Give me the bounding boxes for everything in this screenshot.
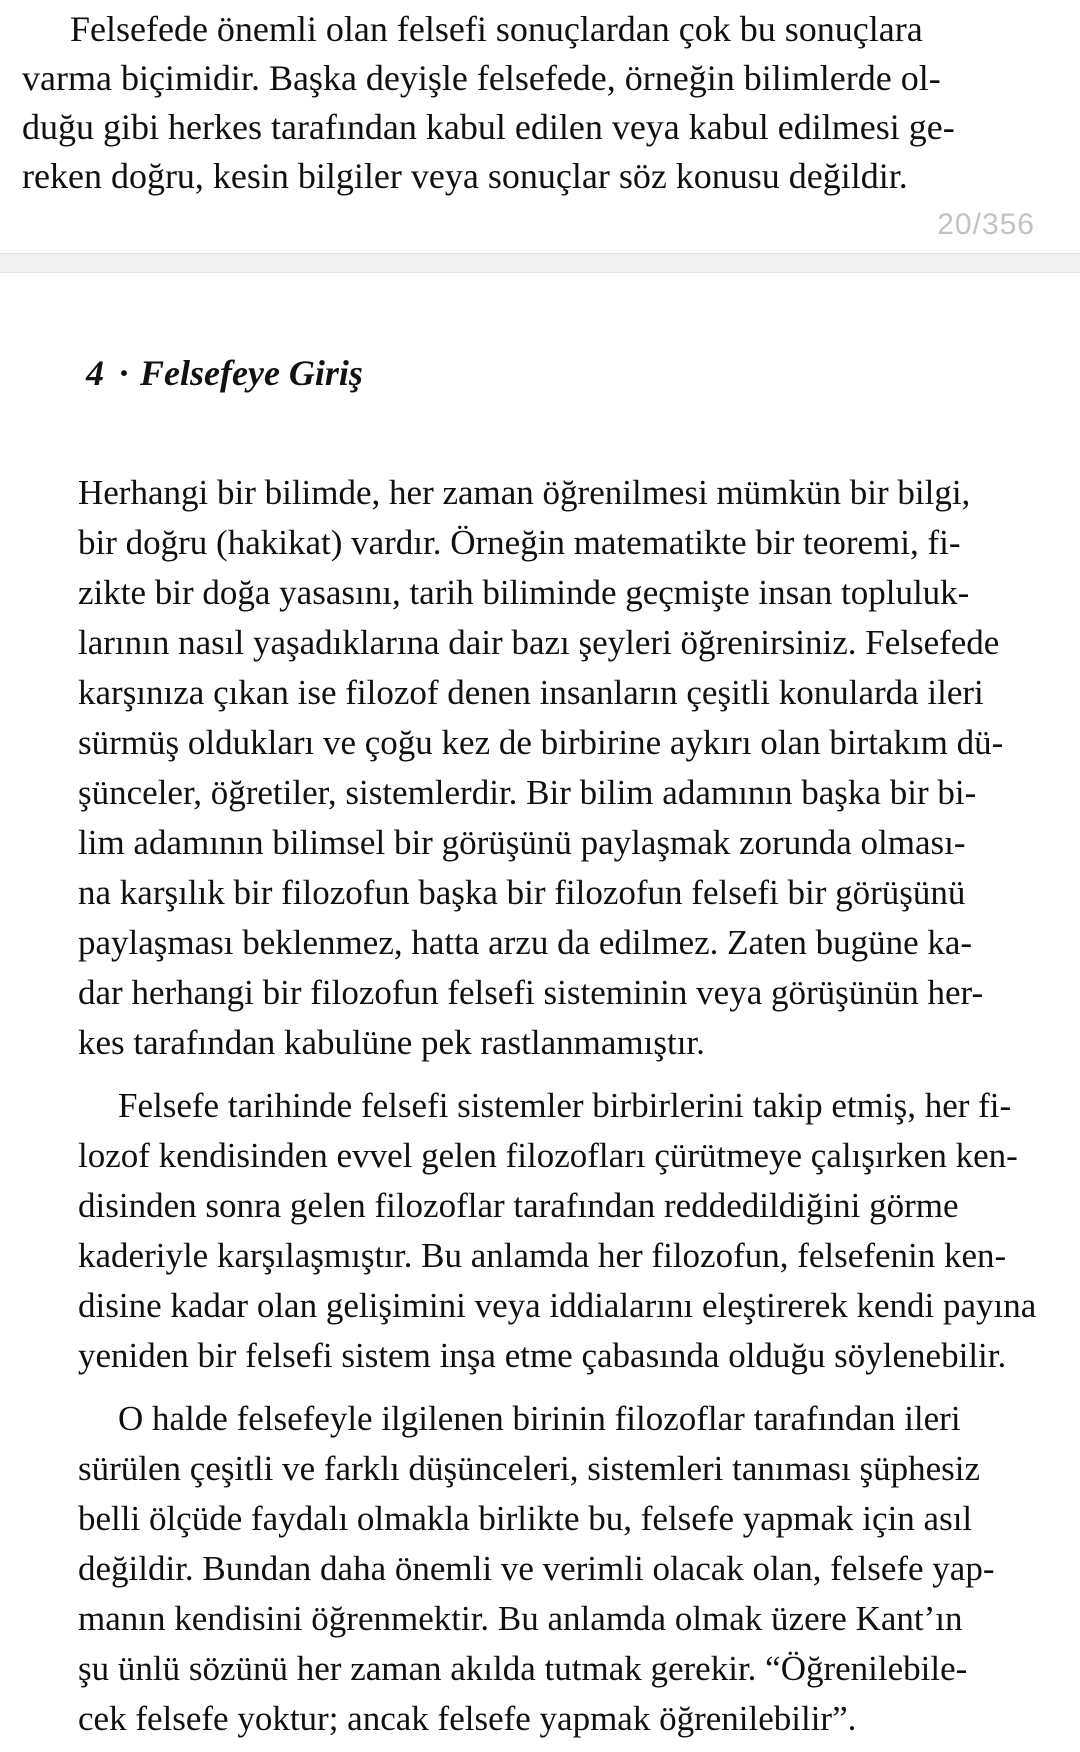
text-line: yeniden bir felsefi sistem inşa etme çabasında olduğu söylenebilir.	[78, 1336, 1007, 1375]
text-line: disine kadar olan gelişimini veya iddialarını eleştirerek kendi payına	[78, 1286, 1037, 1325]
text-line: sürmüş oldukları ve çoğu kez de birbirine aykırı olan birtakım dü-	[78, 723, 1004, 762]
header-separator-dot: ·	[118, 353, 131, 393]
text-line: disinden sonra gelen filozoflar tarafından reddedildiğini görme	[78, 1186, 959, 1225]
text-line: kes tarafından kabulüne pek rastlanmamıştır.	[78, 1023, 705, 1062]
text-line: dar herhangi bir filozofun felsefi sisteminin veya görüşünün her-	[78, 973, 984, 1012]
page-progress-indicator: 20/356	[937, 208, 1035, 241]
text-line: na karşılık bir filozofun başka bir filozofun felsefi bir görüşünü	[78, 873, 966, 912]
text-line: manın kendisini öğrenmektir. Bu anlamda olmak üzere Kant’ın	[78, 1599, 963, 1638]
text-line: belli ölçüde faydalı olmakla birlikte bu, felsefe yapmak için asıl	[78, 1499, 973, 1538]
running-header	[86, 352, 363, 394]
text-line: lozof kendisinden evvel gelen filozofları çürütmeye çalışırken ken-	[78, 1136, 1018, 1175]
text-line: reken doğru, kesin bilgiler veya sonuçlar söz konusu değildir.	[22, 156, 908, 196]
text-line: Felsefede önemli olan felsefi sonuçlardan çok bu sonuçlara	[70, 9, 923, 49]
text-line: duğu gibi herkes tarafından kabul edilen veya kabul edilmesi ge-	[22, 107, 955, 147]
text-line: şünceler, öğretiler, sistemlerdir. Bir bilim adamının başka bir bi-	[78, 773, 977, 812]
text-line: varma biçimidir. Başka deyişle felsefede, örneğin bilimlerde ol-	[22, 58, 941, 98]
text-line: paylaşması beklenmez, hatta arzu da edilmez. Zaten bugüne ka-	[78, 923, 973, 962]
text-line: lim adamının bilimsel bir görüşünü paylaşmak zorunda olması-	[78, 823, 966, 862]
text-line: şu ünlü sözünü her zaman akılda tutmak gerekir. “Öğrenilebile-	[78, 1649, 968, 1688]
header-page-number: 4	[86, 353, 104, 393]
text-line: zikte bir doğa yasasını, tarih biliminde geçmişte insan topluluk-	[78, 573, 970, 612]
text-line: karşınıza çıkan ise filozof denen insanların çeşitli konularda ileri	[78, 673, 984, 712]
previous-page-excerpt[interactable]	[22, 5, 1060, 201]
text-line: O halde felsefeyle ilgilenen birinin filozoflar tarafından ileri	[118, 1399, 961, 1438]
paragraph-2	[78, 1081, 1048, 1381]
page-break-divider	[0, 253, 1080, 273]
page-body-text	[78, 468, 1048, 1744]
text-line: sürülen çeşitli ve farklı düşünceleri, sistemleri tanıması şüphesiz	[78, 1449, 980, 1488]
paragraph-1	[78, 468, 1048, 1068]
text-line: Felsefe tarihinde felsefi sistemler birbirlerini takip etmiş, her fi-	[118, 1086, 1012, 1125]
paragraph-3	[78, 1394, 1048, 1744]
text-line: Herhangi bir bilimde, her zaman öğrenilmesi mümkün bir bilgi,	[78, 473, 971, 512]
text-line: bir doğru (hakikat) vardır. Örneğin matematikte bir teoremi, fi-	[78, 523, 961, 562]
text-line: larının nasıl yaşadıklarına dair bazı şeyleri öğrenirsiniz. Felsefede	[78, 623, 1000, 662]
text-line: kaderiyle karşılaşmıştır. Bu anlamda her filozofun, felsefenin ken-	[78, 1236, 1007, 1275]
text-line: cek felsefe yoktur; ancak felsefe yapmak öğrenilebilir”.	[78, 1699, 857, 1738]
text-line: değildir. Bundan daha önemli ve verimli olacak olan, felsefe yap-	[78, 1549, 995, 1588]
header-book-title: Felsefeye Giriş	[140, 353, 363, 393]
